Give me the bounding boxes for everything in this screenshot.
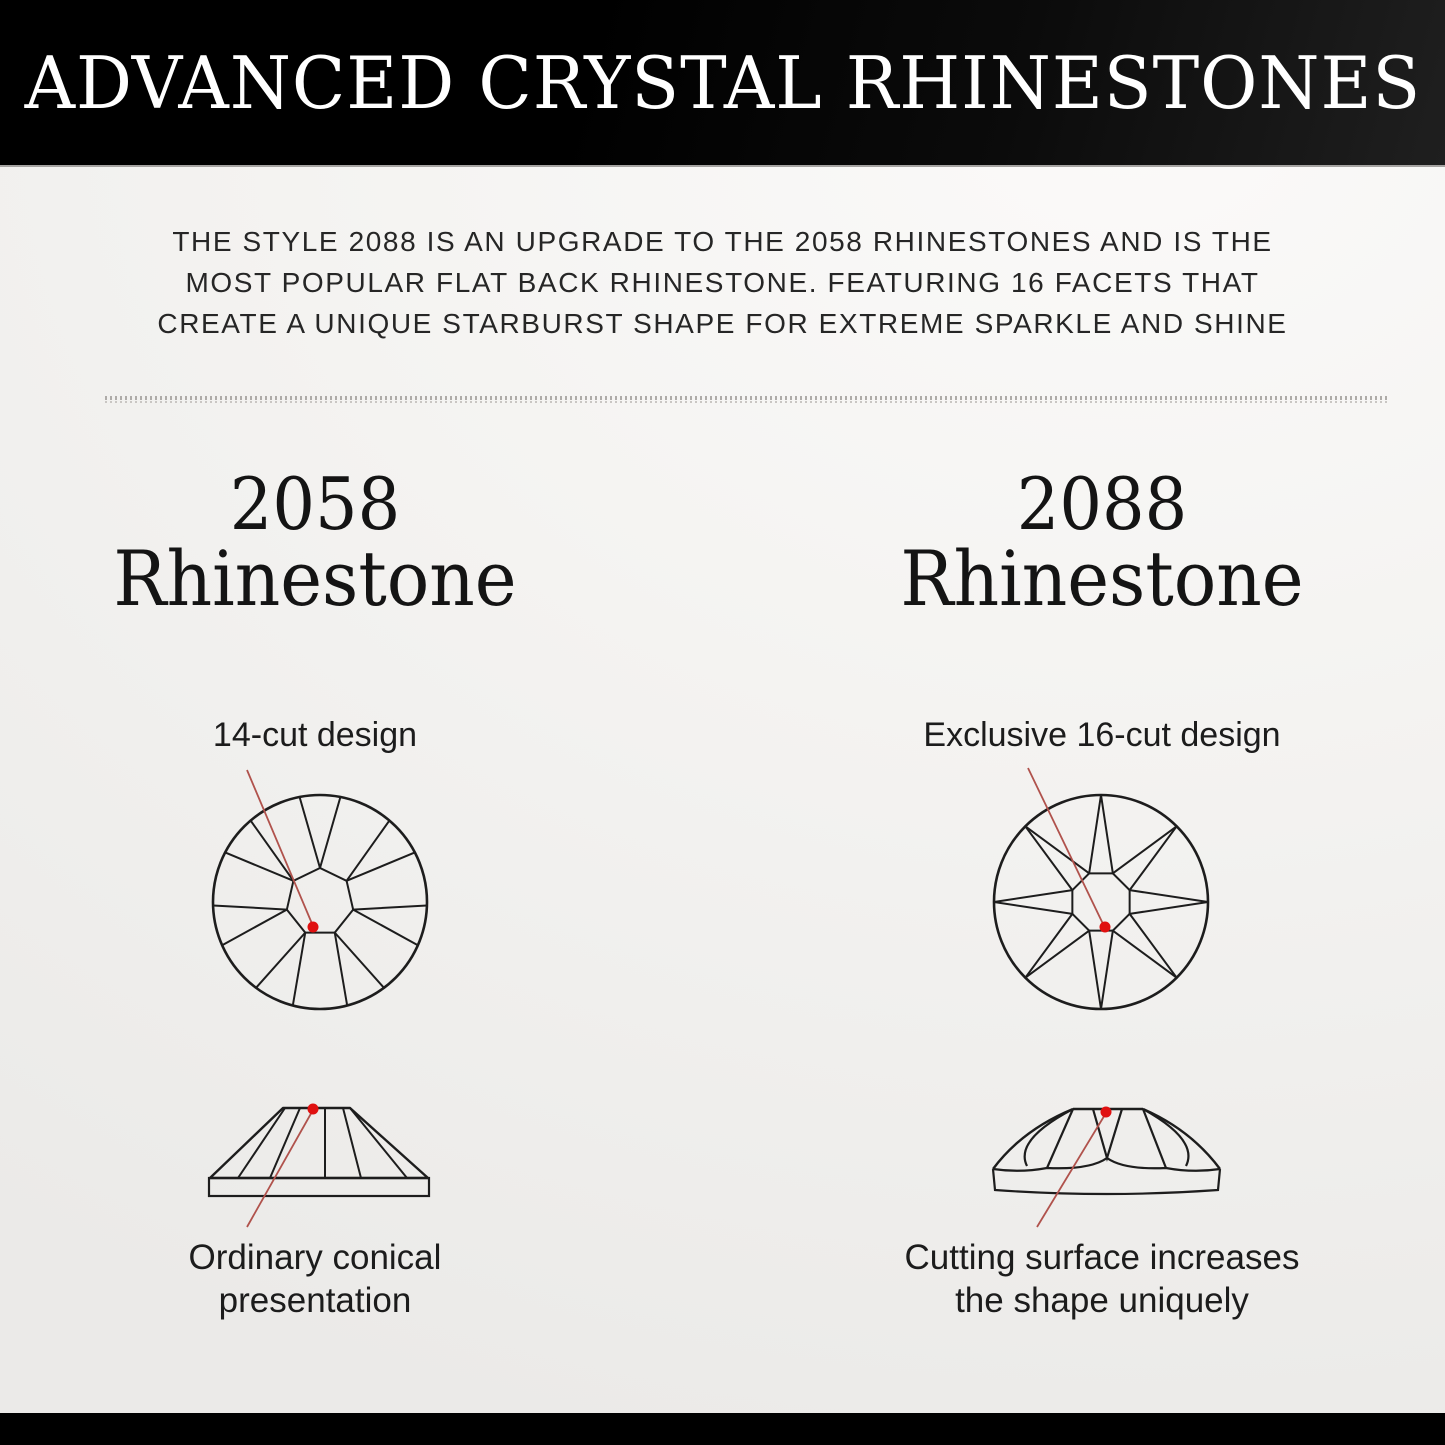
caption-2088 — [807, 1236, 1397, 1322]
product-name-2088: Rhinestone — [900, 534, 1304, 623]
intro-line-3: CREATE A UNIQUE STARBURST SHAPE FOR EXTREME SPARKLE AND SHINE — [157, 308, 1288, 339]
cut-design-label-2088: Exclusive 16-cut design — [923, 716, 1281, 754]
intro-line-1: THE STYLE 2088 IS AN UPGRADE TO THE 2058 RHINESTONES AND IS THE — [172, 226, 1273, 257]
cut-design-label-2058: 14-cut design — [212, 716, 418, 754]
caption-2058 — [20, 1236, 610, 1322]
intro-line-2: MOST POPULAR FLAT BACK RHINESTONE. FEATURING 16 FACETS THAT — [185, 267, 1260, 298]
caption-2088-line-2: the shape uniquely — [955, 1281, 1249, 1320]
footer-band — [0, 1413, 1445, 1445]
model-number-2088: 2088 — [1016, 462, 1188, 546]
caption-2058-line-2: presentation — [218, 1281, 412, 1320]
product-name-2058: Rhinestone — [113, 534, 517, 623]
caption-2088-line-1: Cutting surface increases — [904, 1238, 1300, 1277]
page-title: ADVANCED CRYSTAL RHINESTONES — [24, 40, 1421, 125]
model-number-2058: 2058 — [229, 462, 401, 546]
caption-2058-line-1: Ordinary conical — [188, 1238, 442, 1277]
